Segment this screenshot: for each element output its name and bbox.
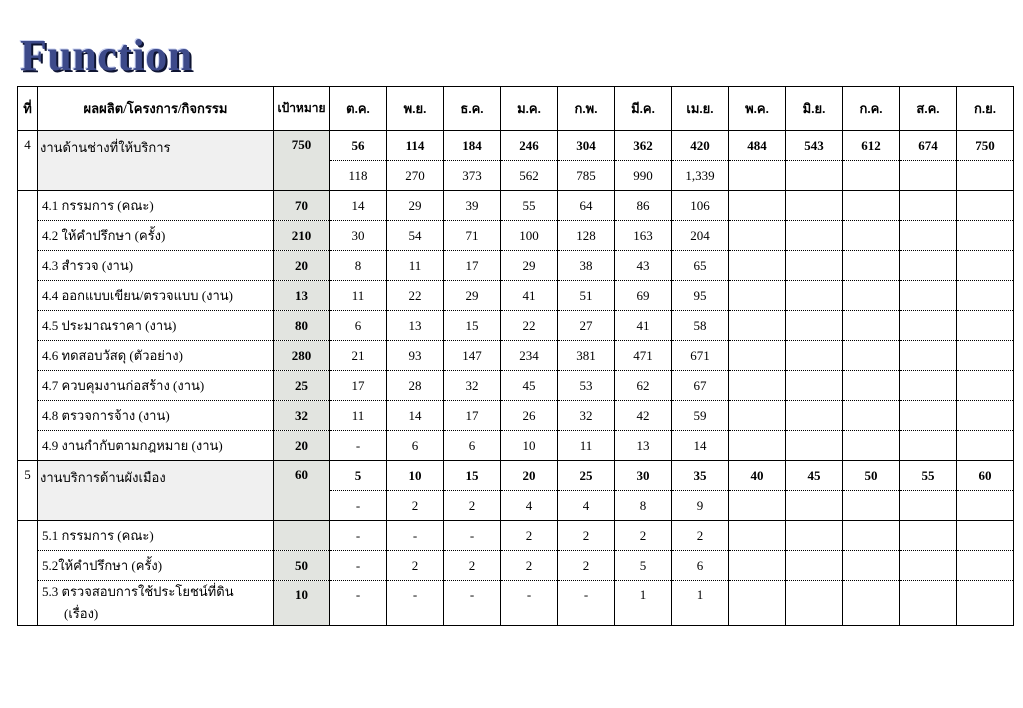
- item-name-line: 5.3 ตรวจสอบการใช้ประโยชน์ที่ดิน: [42, 584, 234, 599]
- item-name: 4.2 ให้คำปรึกษา (ครั้ง): [38, 221, 274, 251]
- item-value-cell: [957, 551, 1014, 581]
- item-value-cell: [900, 431, 957, 461]
- item-value-cell: [900, 251, 957, 281]
- item-name: 5.1 กรรมการ (คณะ): [38, 521, 274, 551]
- plan-cell: 35: [672, 461, 729, 491]
- item-value-cell: 14: [387, 401, 444, 431]
- group-target: 750: [274, 131, 330, 191]
- item-value-cell: 128: [558, 221, 615, 251]
- item-value-cell: 22: [501, 311, 558, 341]
- plan-cell: 10: [387, 461, 444, 491]
- item-value-cell: -: [387, 521, 444, 551]
- plan-cell: 45: [786, 461, 843, 491]
- item-value-cell: 11: [330, 281, 387, 311]
- actual-cell: [786, 491, 843, 521]
- item-value-cell: 43: [615, 251, 672, 281]
- item-value-cell: [900, 221, 957, 251]
- plan-cell: 5: [330, 461, 387, 491]
- plan-cell: 50: [843, 461, 900, 491]
- item-row: [18, 371, 1014, 401]
- actual-cell: 2: [444, 491, 501, 521]
- function-table: [17, 86, 1014, 626]
- item-value-cell: 38: [558, 251, 615, 281]
- item-value-cell: [843, 281, 900, 311]
- item-value-cell: 32: [444, 371, 501, 401]
- item-value-cell: 17: [330, 371, 387, 401]
- item-value-cell: [957, 431, 1014, 461]
- item-number-spacer: [18, 221, 38, 251]
- item-value-cell: [729, 521, 786, 551]
- item-value-cell: 1: [615, 581, 672, 626]
- item-value-cell: 53: [558, 371, 615, 401]
- item-value-cell: [729, 341, 786, 371]
- item-value-cell: [786, 431, 843, 461]
- item-target: 10: [274, 581, 330, 626]
- item-value-cell: 42: [615, 401, 672, 431]
- item-name: 4.7 ควบคุมงานก่อสร้าง (งาน): [38, 371, 274, 401]
- item-target: 280: [274, 341, 330, 371]
- item-value-cell: [843, 581, 900, 626]
- item-value-cell: 204: [672, 221, 729, 251]
- group-number: 4: [18, 131, 38, 191]
- item-row: [18, 521, 1014, 551]
- item-row: [18, 281, 1014, 311]
- item-value-cell: 17: [444, 251, 501, 281]
- item-value-cell: [900, 281, 957, 311]
- item-value-cell: -: [330, 581, 387, 626]
- item-number-spacer: [18, 341, 38, 371]
- actual-cell: 270: [387, 161, 444, 191]
- item-value-cell: 15: [444, 311, 501, 341]
- plan-cell: 420: [672, 131, 729, 161]
- item-value-cell: 11: [330, 401, 387, 431]
- item-value-cell: 14: [330, 191, 387, 221]
- item-name: 4.5 ประมาณราคา (งาน): [38, 311, 274, 341]
- item-value-cell: 32: [558, 401, 615, 431]
- item-value-cell: 471: [615, 341, 672, 371]
- item-number-spacer: [18, 281, 38, 311]
- item-value-cell: [729, 431, 786, 461]
- item-value-cell: 2: [672, 521, 729, 551]
- item-name: 4.6 ทดสอบวัสดุ (ตัวอย่าง): [38, 341, 274, 371]
- item-value-cell: 5: [615, 551, 672, 581]
- header-month: ก.ค.: [843, 87, 900, 131]
- item-value-cell: 58: [672, 311, 729, 341]
- plan-cell: 246: [501, 131, 558, 161]
- item-number-spacer: [18, 401, 38, 431]
- item-value-cell: 2: [444, 551, 501, 581]
- item-value-cell: [900, 521, 957, 551]
- item-value-cell: [843, 311, 900, 341]
- item-name: 4.8 ตรวจการจ้าง (งาน): [38, 401, 274, 431]
- header-no: ที่: [18, 87, 38, 131]
- item-value-cell: 2: [501, 551, 558, 581]
- plan-cell: 56: [330, 131, 387, 161]
- actual-cell: [957, 491, 1014, 521]
- item-value-cell: [786, 311, 843, 341]
- header-month: ต.ค.: [330, 87, 387, 131]
- item-value-cell: -: [558, 581, 615, 626]
- item-value-cell: -: [444, 521, 501, 551]
- item-value-cell: [957, 221, 1014, 251]
- item-number-spacer: [18, 371, 38, 401]
- item-value-cell: -: [330, 551, 387, 581]
- header-target: เป้าหมาย: [274, 87, 330, 131]
- item-value-cell: [957, 581, 1014, 626]
- plan-cell: 362: [615, 131, 672, 161]
- plan-cell: 543: [786, 131, 843, 161]
- item-value-cell: [786, 581, 843, 626]
- item-value-cell: 29: [444, 281, 501, 311]
- header-month: ก.พ.: [558, 87, 615, 131]
- item-value-cell: 2: [387, 551, 444, 581]
- item-number-spacer: [18, 581, 38, 626]
- group-target: 60: [274, 461, 330, 521]
- group-plan-row: [18, 131, 1014, 161]
- header-month: พ.ย.: [387, 87, 444, 131]
- plan-cell: 25: [558, 461, 615, 491]
- plan-cell: 184: [444, 131, 501, 161]
- item-value-cell: 51: [558, 281, 615, 311]
- item-value-cell: [957, 251, 1014, 281]
- actual-cell: [900, 491, 957, 521]
- item-value-cell: 29: [501, 251, 558, 281]
- header-month: ธ.ค.: [444, 87, 501, 131]
- item-value-cell: [786, 251, 843, 281]
- item-value-cell: [957, 521, 1014, 551]
- plan-cell: 114: [387, 131, 444, 161]
- item-name: [38, 581, 274, 626]
- item-row: [18, 191, 1014, 221]
- item-value-cell: [729, 581, 786, 626]
- item-row: [18, 221, 1014, 251]
- item-value-cell: 28: [387, 371, 444, 401]
- item-name: 4.4 ออกแบบเขียน/ตรวจแบบ (งาน): [38, 281, 274, 311]
- item-name-line: (เรื่อง): [64, 606, 99, 621]
- item-target: 13: [274, 281, 330, 311]
- item-value-cell: [957, 311, 1014, 341]
- actual-cell: 785: [558, 161, 615, 191]
- item-value-cell: [957, 341, 1014, 371]
- actual-cell: [786, 161, 843, 191]
- item-value-cell: 27: [558, 311, 615, 341]
- item-value-cell: [900, 551, 957, 581]
- item-target: 20: [274, 251, 330, 281]
- item-value-cell: 163: [615, 221, 672, 251]
- header-row: [18, 87, 1014, 131]
- item-value-cell: 106: [672, 191, 729, 221]
- item-value-cell: 59: [672, 401, 729, 431]
- item-value-cell: [900, 341, 957, 371]
- item-value-cell: [729, 371, 786, 401]
- item-value-cell: [729, 281, 786, 311]
- item-value-cell: 2: [501, 521, 558, 551]
- item-value-cell: -: [330, 431, 387, 461]
- item-value-cell: 234: [501, 341, 558, 371]
- item-value-cell: 13: [387, 311, 444, 341]
- plan-cell: 484: [729, 131, 786, 161]
- item-value-cell: [786, 221, 843, 251]
- group-name: งานบริการด้านผังเมือง: [38, 461, 274, 521]
- item-value-cell: 2: [558, 551, 615, 581]
- item-row: [18, 431, 1014, 461]
- plan-cell: 60: [957, 461, 1014, 491]
- item-target: 25: [274, 371, 330, 401]
- item-value-cell: 67: [672, 371, 729, 401]
- item-name: 4.1 กรรมการ (คณะ): [38, 191, 274, 221]
- actual-cell: 1,339: [672, 161, 729, 191]
- item-value-cell: [900, 371, 957, 401]
- item-row: [18, 311, 1014, 341]
- header-month: ก.ย.: [957, 87, 1014, 131]
- plan-cell: 750: [957, 131, 1014, 161]
- item-number-spacer: [18, 311, 38, 341]
- item-value-cell: 8: [330, 251, 387, 281]
- item-value-cell: 39: [444, 191, 501, 221]
- item-value-cell: [900, 311, 957, 341]
- item-value-cell: 21: [330, 341, 387, 371]
- item-value-cell: 65: [672, 251, 729, 281]
- item-number-spacer: [18, 431, 38, 461]
- item-value-cell: 55: [501, 191, 558, 221]
- item-value-cell: [843, 221, 900, 251]
- actual-cell: 373: [444, 161, 501, 191]
- item-value-cell: [729, 191, 786, 221]
- item-value-cell: [729, 401, 786, 431]
- item-number-spacer: [18, 521, 38, 551]
- actual-cell: 118: [330, 161, 387, 191]
- item-value-cell: [786, 191, 843, 221]
- item-value-cell: [843, 401, 900, 431]
- item-value-cell: [729, 221, 786, 251]
- actual-cell: [957, 161, 1014, 191]
- item-number-spacer: [18, 551, 38, 581]
- item-value-cell: -: [387, 581, 444, 626]
- item-value-cell: [786, 521, 843, 551]
- actual-cell: 990: [615, 161, 672, 191]
- item-value-cell: [843, 521, 900, 551]
- item-value-cell: -: [501, 581, 558, 626]
- item-target: 32: [274, 401, 330, 431]
- item-value-cell: 62: [615, 371, 672, 401]
- actual-cell: [843, 161, 900, 191]
- item-value-cell: [957, 191, 1014, 221]
- item-value-cell: [729, 551, 786, 581]
- item-value-cell: 11: [387, 251, 444, 281]
- actual-cell: 9: [672, 491, 729, 521]
- item-value-cell: 2: [615, 521, 672, 551]
- actual-cell: [843, 491, 900, 521]
- item-value-cell: 10: [501, 431, 558, 461]
- plan-cell: 674: [900, 131, 957, 161]
- item-value-cell: 64: [558, 191, 615, 221]
- item-value-cell: [843, 371, 900, 401]
- item-target: 20: [274, 431, 330, 461]
- actual-cell: [900, 161, 957, 191]
- actual-cell: 4: [558, 491, 615, 521]
- item-value-cell: 95: [672, 281, 729, 311]
- item-value-cell: 6: [387, 431, 444, 461]
- item-value-cell: 69: [615, 281, 672, 311]
- item-value-cell: 54: [387, 221, 444, 251]
- item-value-cell: 11: [558, 431, 615, 461]
- item-value-cell: 6: [672, 551, 729, 581]
- item-value-cell: 381: [558, 341, 615, 371]
- item-value-cell: 100: [501, 221, 558, 251]
- plan-cell: 15: [444, 461, 501, 491]
- item-value-cell: [957, 281, 1014, 311]
- item-value-cell: 147: [444, 341, 501, 371]
- item-value-cell: [843, 341, 900, 371]
- item-value-cell: [729, 311, 786, 341]
- item-name: 5.2ให้คำปรึกษา (ครั้ง): [38, 551, 274, 581]
- actual-cell: 8: [615, 491, 672, 521]
- item-value-cell: 30: [330, 221, 387, 251]
- item-value-cell: -: [330, 521, 387, 551]
- item-target: 210: [274, 221, 330, 251]
- group-number: 5: [18, 461, 38, 521]
- item-value-cell: 6: [330, 311, 387, 341]
- item-value-cell: 93: [387, 341, 444, 371]
- header-month: ส.ค.: [900, 87, 957, 131]
- item-value-cell: [786, 551, 843, 581]
- item-value-cell: [786, 401, 843, 431]
- item-value-cell: 29: [387, 191, 444, 221]
- plan-cell: 40: [729, 461, 786, 491]
- actual-cell: [729, 491, 786, 521]
- item-value-cell: 45: [501, 371, 558, 401]
- item-value-cell: [843, 191, 900, 221]
- item-value-cell: [843, 431, 900, 461]
- plan-cell: 55: [900, 461, 957, 491]
- item-value-cell: [786, 281, 843, 311]
- item-row: [18, 401, 1014, 431]
- item-name: 4.3 สำรวจ (งาน): [38, 251, 274, 281]
- item-target: 80: [274, 311, 330, 341]
- item-target: [274, 521, 330, 551]
- page-title: Function: [20, 31, 193, 80]
- item-value-cell: [729, 251, 786, 281]
- item-value-cell: 6: [444, 431, 501, 461]
- item-row: [18, 551, 1014, 581]
- item-value-cell: 41: [615, 311, 672, 341]
- plan-cell: 20: [501, 461, 558, 491]
- plan-cell: 304: [558, 131, 615, 161]
- item-row: [18, 581, 1014, 626]
- item-number-spacer: [18, 191, 38, 221]
- header-month: มิ.ย.: [786, 87, 843, 131]
- item-row: [18, 341, 1014, 371]
- item-target: 70: [274, 191, 330, 221]
- item-value-cell: [900, 401, 957, 431]
- actual-cell: 4: [501, 491, 558, 521]
- item-value-cell: 86: [615, 191, 672, 221]
- plan-cell: 30: [615, 461, 672, 491]
- item-value-cell: [900, 191, 957, 221]
- item-row: [18, 251, 1014, 281]
- item-target: 50: [274, 551, 330, 581]
- actual-cell: 562: [501, 161, 558, 191]
- item-value-cell: 41: [501, 281, 558, 311]
- item-value-cell: [957, 401, 1014, 431]
- item-value-cell: 2: [558, 521, 615, 551]
- header-month: เม.ย.: [672, 87, 729, 131]
- actual-cell: -: [330, 491, 387, 521]
- group-plan-row: [18, 461, 1014, 491]
- item-value-cell: 671: [672, 341, 729, 371]
- group-name: งานด้านช่างที่ให้บริการ: [38, 131, 274, 191]
- item-value-cell: 71: [444, 221, 501, 251]
- item-value-cell: [786, 371, 843, 401]
- item-value-cell: [843, 551, 900, 581]
- item-value-cell: 13: [615, 431, 672, 461]
- actual-cell: 2: [387, 491, 444, 521]
- item-name: 4.9 งานกำกับตามกฎหมาย (งาน): [38, 431, 274, 461]
- item-value-cell: -: [444, 581, 501, 626]
- header-product: ผลผลิต/โครงการ/กิจกรรม: [38, 87, 274, 131]
- actual-cell: [729, 161, 786, 191]
- header-month: พ.ค.: [729, 87, 786, 131]
- item-value-cell: [900, 581, 957, 626]
- item-value-cell: 26: [501, 401, 558, 431]
- item-value-cell: 17: [444, 401, 501, 431]
- plan-cell: 612: [843, 131, 900, 161]
- header-month: ม.ค.: [501, 87, 558, 131]
- item-value-cell: [843, 251, 900, 281]
- item-value-cell: [957, 371, 1014, 401]
- item-number-spacer: [18, 251, 38, 281]
- header-month: มี.ค.: [615, 87, 672, 131]
- item-value-cell: 1: [672, 581, 729, 626]
- item-value-cell: 14: [672, 431, 729, 461]
- item-value-cell: 22: [387, 281, 444, 311]
- item-value-cell: [786, 341, 843, 371]
